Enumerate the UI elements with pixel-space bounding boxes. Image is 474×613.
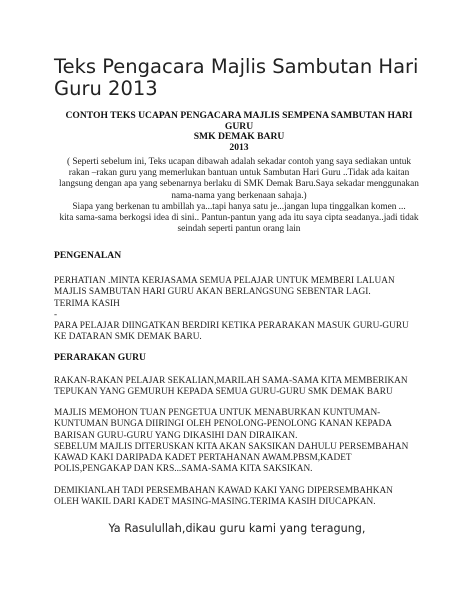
perarakan-line-7: KAWAD KAKI DARIPADA KADET PERTAHANAN AWAM.PBSM,KADET bbox=[54, 453, 352, 464]
pengenalan-line-5: PARA PELAJAR DIINGATKAN BERDIRI KETIKA PERARAKAN MASUK GURU-GURU bbox=[54, 321, 409, 332]
heading-line-3: SMK DEMAK BARU bbox=[193, 131, 285, 143]
perarakan-text-1 bbox=[54, 376, 434, 399]
intro-paragraph bbox=[54, 157, 424, 235]
perarakan-line-9: DEMIKIANLAH TADI PERSEMBAHAN KAWAD KAKI YANG DIPERSEMBAHKAN bbox=[54, 486, 393, 496]
pengenalan-line-2: MAJLIS SAMBUTAN HARI GURU AKAN BERLANGSUNG SEBENTAR LAGI. bbox=[54, 287, 371, 298]
perarakan-heading: PERARAKAN GURU bbox=[54, 352, 146, 363]
title-line-2: Guru 2013 bbox=[54, 77, 158, 100]
intro-line-1: ( Seperti sebelum ini, Teks ucapan dibawah adalah sekadar contoh yang saya sediakan untuk bbox=[66, 157, 412, 167]
closing-verse-line: Ya Rasulullah,dikau guru kami yang teragung, bbox=[108, 522, 366, 535]
perarakan-line-2: TEPUKAN YANG GEMURUH KEPADA SEMUA GURU-GURU SMK DEMAK BARU bbox=[54, 387, 393, 398]
perarakan-line-5: BARISAN GURU-GURU YANG DIKASIHI DAN DIRAIKAN. bbox=[54, 430, 298, 441]
title-line-1: Teks Pengacara Majlis Sambutan Hari bbox=[54, 55, 419, 78]
perarakan-line-4: KUNTUMAN BUNGA DIIRINGI OLEH PENOLONG-PENOLONG KANAN KEPADA bbox=[54, 419, 392, 430]
document-title bbox=[54, 56, 434, 100]
document-heading bbox=[54, 111, 424, 153]
perarakan-line-3: MAJLIS MEMOHON TUAN PENGETUA UNTUK MENABURKAN KUNTUMAN- bbox=[54, 408, 381, 418]
perarakan-line-10: OLEH WAKIL DARI KADET MASING-MASING.TERIMA KASIH DIUCAPKAN. bbox=[54, 497, 376, 508]
intro-line-2: rakan –rakan guru yang memerlukan bantuan untuk Sambutan Hari Guru ..Tidak ada kaitan bbox=[68, 168, 410, 179]
pengenalan-line-3: TERIMA KASIH bbox=[54, 298, 120, 309]
intro-line-5: Siapa yang berkenan tu ambillah ya...tapi hanya satu je...jangan lupa tinggalkan komen ... bbox=[72, 201, 406, 212]
heading-line-1: CONTOH TEKS UCAPAN PENGACARA MAJLIS SEMPENA SAMBUTAN HARI bbox=[65, 110, 413, 121]
heading-line-2: GURU bbox=[224, 120, 254, 132]
intro-line-6: kita sama-sama berkogsi idea di sini.. Pantun-pantun yang ada itu saya cipta seadanya..jadi tidak bbox=[59, 213, 419, 224]
perarakan-line-8: POLIS,PENGAKAP DAN KRS...SAMA-SAMA KITA SAKSIKAN. bbox=[54, 464, 313, 475]
pengenalan-line-6: KE DATARAN SMK DEMAK BARU. bbox=[54, 332, 202, 343]
pengenalan-text bbox=[54, 276, 434, 344]
perarakan-text-3 bbox=[54, 486, 434, 509]
pengenalan-line-4: - bbox=[54, 309, 58, 320]
pengenalan-line-1: PERHATIAN .MINTA KERJASAMA SEMUA PELAJAR UNTUK MEMBERI LALUAN bbox=[54, 276, 395, 286]
heading-line-4: 2013 bbox=[229, 141, 249, 153]
intro-line-7: seindah seperti pantun orang lain bbox=[177, 224, 301, 235]
intro-line-4: nama-nama yang berkenaan sahaja.) bbox=[171, 190, 307, 201]
perarakan-text-2 bbox=[54, 408, 434, 476]
perarakan-line-6: SEBELUM MAJLIS DITERUSKAN KITA AKAN SAKSIKAN DAHULU PERSEMBAHAN bbox=[54, 441, 409, 452]
perarakan-line-1: RAKAN-RAKAN PELAJAR SEKALIAN,MARILAH SAMA-SAMA KITA MEMBERIKAN bbox=[54, 376, 408, 386]
pengenalan-heading: PENGENALAN bbox=[54, 250, 122, 261]
intro-line-3: langsung dengan apa yang sebenarnya berlaku di SMK Demak Baru.Saya sekadar menggunakan bbox=[59, 179, 419, 190]
